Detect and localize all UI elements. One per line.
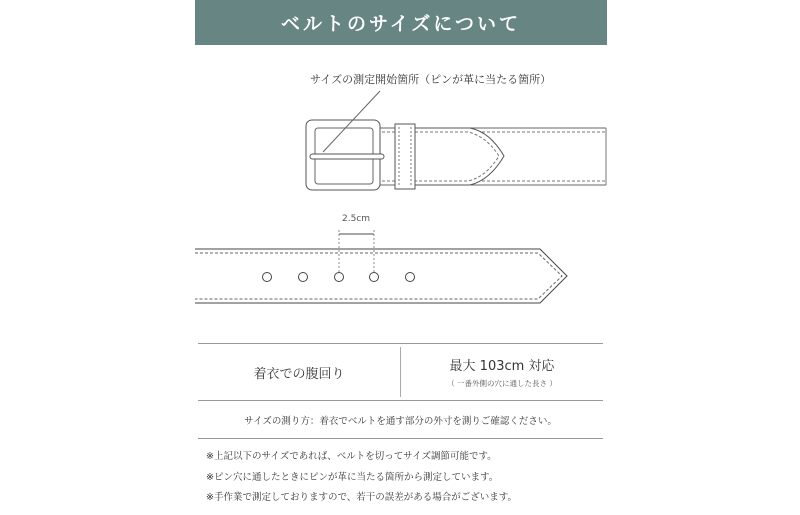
note-item: ※手作業で測定しておりますので、若干の誤差がある場合がございます。 <box>206 492 518 503</box>
note-item: ※ピン穴に通したときにピンが革に当たる箇所から測定しています。 <box>206 471 499 483</box>
page-title: ベルトのサイズについて <box>280 13 522 35</box>
divider <box>198 438 603 439</box>
notes-list <box>206 447 517 509</box>
how-to-measure-text: サイズの測り方：着衣でベルトを通す部分の外寸を測りご確認ください。 <box>244 416 557 427</box>
waist-label-text: 着衣での腹回り <box>253 366 345 382</box>
max-size-cell <box>401 344 603 400</box>
note-item: ※上記以下のサイズであれば、ベルトを切ってサイズ調節可能です。 <box>206 451 497 462</box>
max-size-note: （ 一番外側の穴に通した長さ ） <box>447 379 557 388</box>
belt-hole <box>263 273 272 282</box>
waist-label <box>198 344 400 400</box>
hole-spacing-label: 2.5cm <box>342 214 371 224</box>
max-size-value: 最大 103cm 対応 <box>449 359 555 374</box>
measurement-start-annotation: サイズの測定開始箇所（ピンが革に当たる箇所） <box>310 73 552 86</box>
belt-hole <box>370 273 379 282</box>
belt-holes-illustration <box>195 230 567 303</box>
belt-hole <box>299 273 308 282</box>
belt-hole <box>406 273 415 282</box>
belt-hole <box>335 273 344 282</box>
how-to-measure <box>198 402 603 438</box>
divider <box>198 400 603 401</box>
belt-with-buckle-illustration <box>306 91 606 190</box>
